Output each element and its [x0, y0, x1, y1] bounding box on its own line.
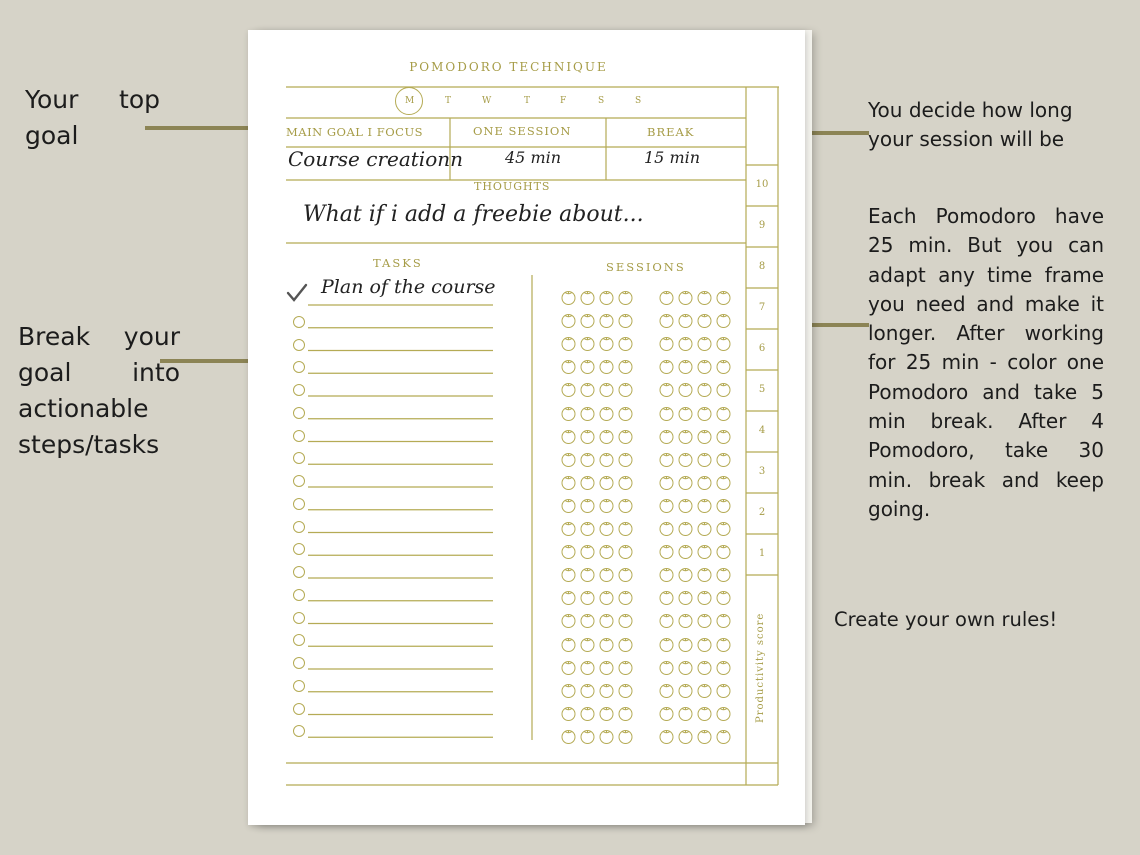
task-checkbox[interactable] — [293, 475, 305, 487]
tomato-icon[interactable] — [598, 428, 615, 444]
day-fri[interactable]: F — [560, 96, 567, 106]
tomato-icon[interactable] — [658, 497, 675, 513]
task-checkbox[interactable] — [293, 384, 305, 396]
tomato-icon[interactable] — [715, 474, 732, 490]
tomato-icon[interactable] — [658, 405, 675, 421]
tomato-icon[interactable] — [715, 358, 732, 374]
tomato-icon[interactable] — [598, 358, 615, 374]
tomato-icon[interactable] — [598, 335, 615, 351]
tomato-icon[interactable] — [715, 659, 732, 675]
tomato-icon[interactable] — [598, 451, 615, 467]
thoughts-value[interactable]: What if i add a freebie about... — [303, 202, 644, 227]
tomato-icon[interactable] — [696, 474, 713, 490]
tomato-icon[interactable] — [696, 497, 713, 513]
tomato-icon[interactable] — [658, 312, 675, 328]
tomato-icon[interactable] — [715, 381, 732, 397]
tomato-icon[interactable] — [658, 636, 675, 652]
tomato-icon[interactable] — [560, 728, 577, 744]
day-wed[interactable]: W — [482, 96, 492, 106]
tomato-icon[interactable] — [617, 405, 634, 421]
tomato-icon[interactable] — [715, 335, 732, 351]
tomato-icon[interactable] — [617, 289, 634, 305]
tomato-icon[interactable] — [617, 636, 634, 652]
tomato-icon[interactable] — [579, 405, 596, 421]
tomato-icon[interactable] — [696, 428, 713, 444]
tomato-icon[interactable] — [579, 312, 596, 328]
tomato-icon[interactable] — [617, 705, 634, 721]
tomato-icon[interactable] — [617, 543, 634, 559]
tomato-icon[interactable] — [677, 312, 694, 328]
tomato-icon[interactable] — [715, 705, 732, 721]
tomato-icon[interactable] — [617, 335, 634, 351]
main-goal-label: MAIN GOAL I FOCUS — [286, 125, 424, 139]
task-checkbox[interactable] — [293, 521, 305, 533]
tomato-icon[interactable] — [560, 358, 577, 374]
tomato-icon[interactable] — [677, 335, 694, 351]
tomato-icon[interactable] — [598, 289, 615, 305]
tomato-icon[interactable] — [579, 612, 596, 628]
task-checkbox[interactable] — [293, 703, 305, 715]
productivity-score-5[interactable]: 5 — [758, 384, 766, 395]
tomato-icon[interactable] — [715, 497, 732, 513]
tomato-icon[interactable] — [696, 612, 713, 628]
tomato-icon[interactable] — [658, 705, 675, 721]
tomato-icon[interactable] — [560, 636, 577, 652]
tomato-icon[interactable] — [560, 451, 577, 467]
tomato-icon[interactable] — [677, 474, 694, 490]
tomato-icon[interactable] — [560, 497, 577, 513]
tomato-icon[interactable] — [579, 659, 596, 675]
tomato-icon[interactable] — [658, 682, 675, 698]
tomato-icon[interactable] — [677, 636, 694, 652]
tomato-icon[interactable] — [696, 289, 713, 305]
day-mon[interactable]: M — [405, 96, 415, 106]
tomato-icon[interactable] — [658, 589, 675, 605]
tomato-icon[interactable] — [715, 405, 732, 421]
tomato-icon[interactable] — [598, 543, 615, 559]
tomato-icon[interactable] — [617, 520, 634, 536]
tomato-icon[interactable] — [598, 659, 615, 675]
tomato-icon[interactable] — [658, 566, 675, 582]
tomato-icon[interactable] — [677, 381, 694, 397]
tomato-icon[interactable] — [715, 543, 732, 559]
tomato-icon[interactable] — [598, 612, 615, 628]
tomato-icon[interactable] — [560, 335, 577, 351]
day-thu[interactable]: T — [524, 96, 531, 106]
tomato-icon[interactable] — [696, 381, 713, 397]
tomato-icon[interactable] — [696, 636, 713, 652]
tomato-icon[interactable] — [579, 520, 596, 536]
tomato-icon[interactable] — [696, 659, 713, 675]
productivity-score-4[interactable]: 4 — [758, 425, 766, 436]
tomato-icon[interactable] — [715, 728, 732, 744]
tomato-icon[interactable] — [598, 682, 615, 698]
tomato-icon[interactable] — [579, 474, 596, 490]
tomato-icon[interactable] — [658, 381, 675, 397]
task-checkbox[interactable] — [293, 339, 305, 351]
task-text[interactable]: Plan of the course — [321, 276, 496, 298]
tomato-icon[interactable] — [715, 682, 732, 698]
break-label: BREAK — [647, 125, 695, 139]
tomato-icon[interactable] — [658, 358, 675, 374]
tomato-icon[interactable] — [560, 589, 577, 605]
planner-sheet — [248, 30, 805, 825]
one-session-label: ONE SESSION — [473, 124, 572, 138]
annotation-top-goal: Your top goal — [25, 85, 160, 150]
day-sat[interactable]: S — [598, 96, 605, 106]
tomato-icon[interactable] — [579, 705, 596, 721]
tomato-icon[interactable] — [658, 612, 675, 628]
main-goal-value[interactable]: Course creationn — [288, 147, 463, 171]
tomato-icon[interactable] — [579, 358, 596, 374]
annotation-session-length: You decide how long your session will be — [868, 98, 1073, 152]
annotation-own-rules: Create your own rules! — [834, 608, 1058, 631]
tomato-icon[interactable] — [560, 659, 577, 675]
break-value[interactable]: 15 min — [644, 148, 701, 167]
one-session-value[interactable]: 45 min — [505, 148, 562, 167]
tomato-icon[interactable] — [715, 612, 732, 628]
tomato-icon[interactable] — [696, 543, 713, 559]
tomato-icon[interactable] — [677, 612, 694, 628]
task-checkbox[interactable] — [293, 680, 305, 692]
tomato-icon[interactable] — [560, 520, 577, 536]
tomato-icon[interactable] — [658, 428, 675, 444]
tomato-icon[interactable] — [617, 451, 634, 467]
annotation-break-goal: Break your goal into actionable steps/tasks — [18, 322, 180, 459]
tomato-icon[interactable] — [677, 659, 694, 675]
tomato-icon[interactable] — [677, 405, 694, 421]
tomato-icon[interactable] — [677, 451, 694, 467]
productivity-score-1[interactable]: 1 — [758, 548, 766, 559]
tomato-icon[interactable] — [579, 289, 596, 305]
tomato-icon[interactable] — [579, 636, 596, 652]
tomato-icon[interactable] — [579, 682, 596, 698]
tomato-icon[interactable] — [598, 566, 615, 582]
tomato-icon[interactable] — [658, 728, 675, 744]
tomato-icon[interactable] — [715, 428, 732, 444]
tomato-icon[interactable] — [598, 520, 615, 536]
productivity-score-6[interactable]: 6 — [758, 343, 766, 354]
check-icon[interactable] — [286, 283, 308, 303]
tomato-icon[interactable] — [598, 497, 615, 513]
tomato-icon[interactable] — [579, 428, 596, 444]
tomato-icon[interactable] — [677, 589, 694, 605]
tomato-icon[interactable] — [617, 428, 634, 444]
tomato-icon[interactable] — [658, 451, 675, 467]
tomato-icon[interactable] — [617, 497, 634, 513]
tomato-icon[interactable] — [658, 543, 675, 559]
tomato-icon[interactable] — [598, 589, 615, 605]
tomato-icon[interactable] — [617, 589, 634, 605]
task-checkbox[interactable] — [293, 612, 305, 624]
task-checkbox[interactable] — [293, 316, 305, 328]
tomato-icon[interactable] — [560, 705, 577, 721]
tomato-icon[interactable] — [579, 381, 596, 397]
productivity-score-7[interactable]: 7 — [758, 302, 766, 313]
tomato-icon[interactable] — [696, 335, 713, 351]
tomato-icon[interactable] — [617, 474, 634, 490]
tomato-icon[interactable] — [598, 474, 615, 490]
planner-title: POMODORO TECHNIQUE — [409, 60, 608, 74]
tomato-icon[interactable] — [696, 451, 713, 467]
tomato-icon[interactable] — [677, 358, 694, 374]
task-checkbox[interactable] — [293, 566, 305, 578]
tomato-icon[interactable] — [677, 497, 694, 513]
tomato-icon[interactable] — [560, 381, 577, 397]
tomato-icon[interactable] — [677, 543, 694, 559]
tomato-icon[interactable] — [579, 451, 596, 467]
task-checkbox[interactable] — [293, 657, 305, 669]
tomato-icon[interactable] — [677, 520, 694, 536]
tomato-icon[interactable] — [696, 589, 713, 605]
tomato-icon[interactable] — [560, 543, 577, 559]
tomato-icon[interactable] — [715, 589, 732, 605]
tomato-icon[interactable] — [598, 381, 615, 397]
tomato-icon[interactable] — [696, 705, 713, 721]
task-checkbox[interactable] — [293, 589, 305, 601]
task-checkbox[interactable] — [293, 430, 305, 442]
task-checkbox[interactable] — [293, 498, 305, 510]
tomato-icon[interactable] — [696, 566, 713, 582]
productivity-score-2[interactable]: 2 — [758, 507, 766, 518]
productivity-score-9[interactable]: 9 — [758, 220, 766, 231]
tomato-icon[interactable] — [715, 289, 732, 305]
tomato-icon[interactable] — [658, 520, 675, 536]
tomato-icon[interactable] — [579, 728, 596, 744]
tomato-icon[interactable] — [560, 428, 577, 444]
tomato-icon[interactable] — [579, 543, 596, 559]
tomato-icon[interactable] — [579, 335, 596, 351]
tomato-icon[interactable] — [617, 682, 634, 698]
tomato-icon[interactable] — [677, 566, 694, 582]
productivity-score-10[interactable]: 10 — [755, 179, 769, 190]
tomato-icon[interactable] — [658, 659, 675, 675]
tomato-icon[interactable] — [715, 636, 732, 652]
tomato-icon[interactable] — [560, 682, 577, 698]
tomato-icon[interactable] — [560, 312, 577, 328]
tomato-icon[interactable] — [696, 520, 713, 536]
tomato-icon[interactable] — [677, 705, 694, 721]
tomato-icon[interactable] — [658, 335, 675, 351]
tomato-icon[interactable] — [598, 705, 615, 721]
tomato-icon[interactable] — [677, 728, 694, 744]
tomato-icon[interactable] — [696, 682, 713, 698]
tomato-icon[interactable] — [677, 682, 694, 698]
task-checkbox[interactable] — [293, 407, 305, 419]
tomato-icon[interactable] — [696, 358, 713, 374]
tomato-icon[interactable] — [598, 728, 615, 744]
tomato-icon[interactable] — [560, 289, 577, 305]
day-tue[interactable]: T — [445, 96, 452, 106]
tomato-icon[interactable] — [617, 566, 634, 582]
tomato-icon[interactable] — [579, 566, 596, 582]
tomato-icon[interactable] — [658, 289, 675, 305]
tomato-icon[interactable] — [560, 474, 577, 490]
tomato-icon[interactable] — [560, 405, 577, 421]
tomato-icon[interactable] — [617, 312, 634, 328]
tomato-icon[interactable] — [658, 474, 675, 490]
tomato-icon[interactable] — [677, 289, 694, 305]
tomato-icon[interactable] — [579, 497, 596, 513]
sessions-label: SESSIONS — [606, 260, 686, 274]
tomato-icon[interactable] — [617, 659, 634, 675]
tomato-icon[interactable] — [715, 520, 732, 536]
day-sun[interactable]: S — [635, 96, 642, 106]
tomato-icon[interactable] — [617, 612, 634, 628]
productivity-score-8[interactable]: 8 — [758, 261, 766, 272]
tomato-icon[interactable] — [560, 612, 577, 628]
tomato-icon[interactable] — [598, 636, 615, 652]
tomato-icon[interactable] — [617, 728, 634, 744]
tomato-icon[interactable] — [598, 405, 615, 421]
tomato-icon[interactable] — [598, 312, 615, 328]
tomato-icon[interactable] — [617, 381, 634, 397]
tomato-icon[interactable] — [715, 451, 732, 467]
tomato-icon[interactable] — [677, 428, 694, 444]
tasks-label: TASKS — [373, 256, 423, 270]
productivity-label: Productivity score — [755, 612, 766, 723]
tomato-icon[interactable] — [696, 405, 713, 421]
tomato-icon[interactable] — [560, 566, 577, 582]
tomato-icon[interactable] — [715, 566, 732, 582]
tomato-icon[interactable] — [696, 728, 713, 744]
tomato-icon[interactable] — [617, 358, 634, 374]
tomato-icon[interactable] — [696, 312, 713, 328]
tomato-icon[interactable] — [579, 589, 596, 605]
tomato-icon[interactable] — [715, 312, 732, 328]
productivity-score-3[interactable]: 3 — [758, 466, 766, 477]
annotation-pomodoro-info: Each Pomodoro have 25 min. But you can adapt any time frame you need and make it longer. After working for 25 min - color one Pomodoro and take 5 min break. After 4 Pomodoro, take 30 min. break and keep going. — [868, 204, 1104, 521]
thoughts-label: THOUGHTS — [474, 180, 551, 193]
